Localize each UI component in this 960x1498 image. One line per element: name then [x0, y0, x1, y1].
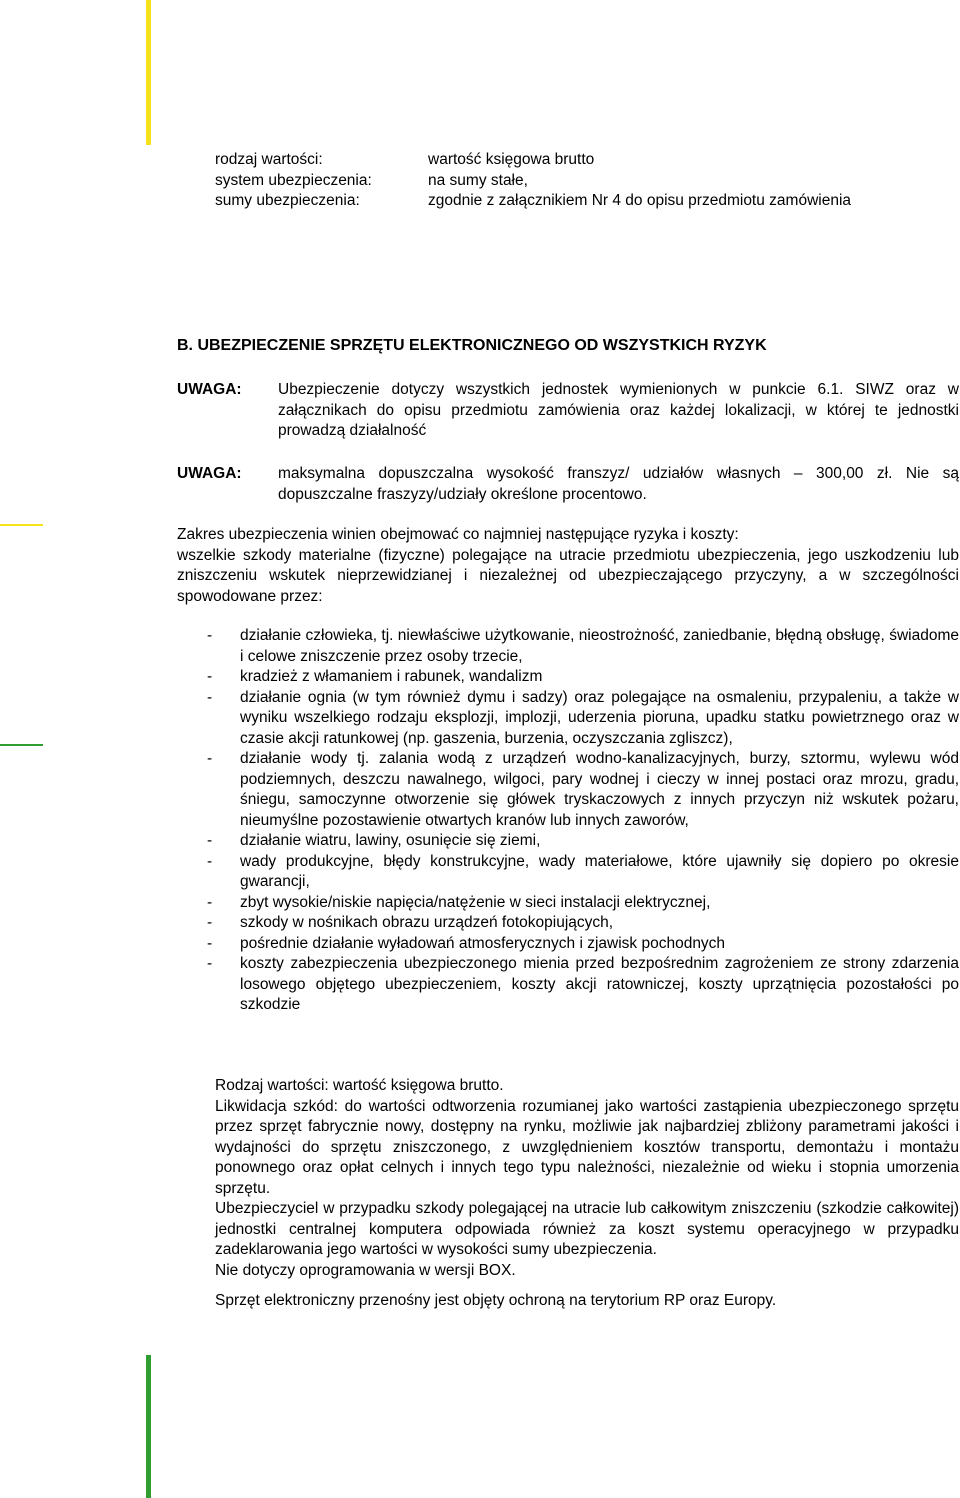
- list-dash: -: [207, 934, 213, 952]
- attribute-value: na sumy stałe,: [428, 171, 528, 189]
- list-dash: -: [207, 668, 213, 685]
- list-item: [207, 626, 959, 667]
- section-heading: B. UBEZPIECZENIE SPRZĘTU ELEKTRONICZNEGO OD WSZYSTKICH RYZYK: [177, 337, 767, 354]
- risk-text: działanie człowieka, tj. niewłaściwe użytkowanie, nieostrożność, zaniedbanie, błędną obsługę, świadome i celowe zniszczenie przez osoby trzecie,: [240, 627, 959, 665]
- list-item: [207, 893, 959, 914]
- scope-intro: Zakres ubezpieczenia winien obejmować co najmniej następujące ryzyka i koszty:: [177, 526, 739, 543]
- list-item: [207, 667, 959, 688]
- list-dash: -: [207, 688, 213, 706]
- value-type-text: Rodzaj wartości: wartość księgowa brutto.: [215, 1077, 504, 1094]
- list-dash: -: [207, 832, 213, 849]
- list-item: [207, 749, 959, 831]
- list-dash: -: [207, 852, 213, 870]
- list-item: [207, 688, 959, 750]
- note-block: [177, 464, 959, 505]
- attribute-value: zgodnie z załącznikiem Nr 4 do opisu przedmiotu zamówienia: [428, 192, 852, 209]
- risk-text: zbyt wysokie/niskie napięcia/natężenie w sieci instalacji elektrycznej,: [240, 893, 711, 911]
- scope-section: [177, 525, 959, 607]
- risk-text: wady produkcyjne, błędy konstrukcyjne, wady materiałowe, które ujawniły się dopiero po okresie gwarancji,: [240, 852, 959, 890]
- yellow-margin-tick: [0, 524, 43, 526]
- risk-text: działanie wiatru, lawiny, osunięcie się ziemi,: [240, 832, 541, 849]
- green-margin-tick: [0, 744, 43, 746]
- risk-text: działanie ognia (w tym również dymu i sadzy) oraz polegające na osmaleniu, przypaleniu, a także w wyniku wszelkiego rodzaju eksplozji, implozji, uderzenia pioruna, upadku statku powietrznego oraz w czasie akcji ratunkowej (np. gaszenia, burzenia, oczyszczania zgliszcz),: [240, 688, 959, 747]
- risk-list: [207, 626, 959, 1016]
- list-dash: -: [207, 893, 213, 911]
- settlement-text: Likwidacja szkód: do wartości odtworzenia rozumianej jako wartości zastąpienia ubezpieczonego sprzętu przez sprzęt fabrycznie nowy, dostępny na rynku, możliwie jak najbardziej zbliżony parametrami jakości i wydajności do sprzętu zniszczonego, z uwzględnieniem kosztów transportu, demontażu i montażu ponownego oraz opłat celnych i innych tego typu należności, niezależnie od wieku i stopnia umorzenia sprzętu.: [215, 1097, 959, 1197]
- attribute-label: rodzaj wartości:: [215, 151, 323, 168]
- yellow-accent-bar: [146, 0, 151, 145]
- box-note-text: Nie dotyczy oprogramowania w wersji BOX.: [215, 1261, 516, 1279]
- list-item: [207, 852, 959, 893]
- list-dash: -: [207, 750, 213, 767]
- risk-text: kradzież z włamaniem i rabunek, wandalizm: [240, 668, 543, 685]
- risk-text: szkody w nośnikach obrazu urządzeń fotokopiujących,: [240, 914, 614, 931]
- list-item: [207, 934, 959, 955]
- note-text: Ubezpieczenie dotyczy wszystkich jednostek wymienionych w punkcie 6.1. SIWZ oraz w załącznikach do opisu przedmiotu zamówienia oraz każdej lokalizacji, w której te jednostki prowadzą działalność: [278, 381, 959, 439]
- note-label: UWAGA:: [177, 381, 242, 398]
- list-item: [207, 954, 959, 1016]
- territory-text: Sprzęt elektroniczny przenośny jest objęty ochroną na terytorium RP oraz Europy.: [215, 1292, 777, 1309]
- green-accent-bar: [146, 1355, 151, 1498]
- note-label: UWAGA:: [177, 465, 242, 482]
- risk-text: działanie wody tj. zalania wodą z urządzeń wodno-kanalizacyjnych, burzy, sztormu, wylewu wód podziemnych, deszczu nawalnego, wilgoci, pary wodnej i cieczy w innej postaci oraz mrozu, gradu, śniegu, samoczynne otworzenie się główek tryskaczowych z innych przyczyn niż wskutek pożaru, nieumyślne pozostawienie otwartych kranów lub innych zaworów,: [240, 750, 959, 829]
- risk-text: pośrednie działanie wyładowań atmosferycznych i zjawisk pochodnych: [240, 934, 726, 952]
- total-loss-text: Ubezpieczyciel w przypadku szkody polegającej na utracie lub całkowitym zniszczeniu (szkodzie całkowitej) jednostki centralnej komputera odpowiada również za koszt systemu operacyjnego w przypadku zadeklarowania jego wartości w wysokości sumy ubezpieczenia.: [215, 1200, 959, 1258]
- attribute-row: [215, 191, 935, 212]
- note-block: [177, 380, 959, 442]
- attribute-row: [215, 150, 935, 171]
- attribute-value: wartość księgowa brutto: [428, 151, 595, 168]
- risk-text: koszty zabezpieczenia ubezpieczonego mienia przed bezpośrednim zagrożeniem ze strony zdarzenia losowego objętego ubezpieczeniem, koszty akcji ratowniczej, koszty uprzątnięcia pozostałości po szkodzie: [240, 955, 959, 1013]
- attribute-label: system ubezpieczenia:: [215, 171, 372, 189]
- note-text: maksymalna dopuszczalna wysokość franszyz/ udziałów własnych – 300,00 zł. Nie są dopuszczalne fraszyzy/udziały określone procentowo.: [278, 465, 959, 503]
- list-item: [207, 913, 959, 934]
- scope-body: wszelkie szkody materialne (fizyczne) polegające na utracie przedmiotu ubezpieczenia, jego uszkodzeniu lub zniszczeniu wskutek nieprzewidzianej i niezależnej od ubezpieczającego przyczyny, a w szczególności spowodowane przez:: [177, 546, 959, 605]
- list-dash: -: [207, 914, 213, 931]
- footer-section: [215, 1076, 959, 1312]
- list-dash: -: [207, 955, 213, 972]
- attribute-label: sumy ubezpieczenia:: [215, 192, 360, 209]
- insurance-attributes: [215, 150, 935, 212]
- list-dash: -: [207, 627, 213, 644]
- list-item: [207, 831, 959, 852]
- attribute-row: [215, 171, 935, 192]
